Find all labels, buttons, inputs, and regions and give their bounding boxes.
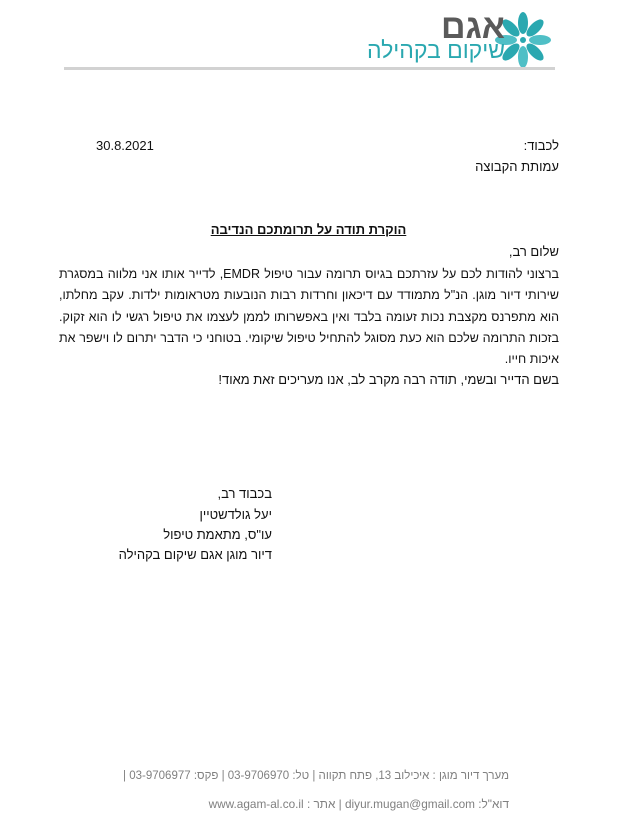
signer-organization: דיור מוגן אגם שיקום בקהילה [118, 547, 272, 562]
signer-title: עו"ס, מתאמת טיפול [163, 527, 272, 542]
brand-name: אגם [441, 8, 505, 46]
recipient-label: לכבוד: [523, 138, 559, 153]
letter-greeting: שלום רב, [508, 244, 559, 259]
footer-contact-line: מערך דיור מוגן : איכילוב 13, פתח תקווה | טל: 03-9706970 | פקס: 03-9706977 | [123, 770, 509, 782]
letter-closing-line: בשם הדייר ובשמי, תודה רבה מקרב לב, אנו מעריכים זאת מאוד! [218, 372, 559, 387]
letter-subject: הוקרת תודה על תרומתכם הנדיבה [210, 222, 407, 237]
signer-name: יעל גולדשטיין [199, 507, 272, 522]
letter-date: 30.8.2021 [96, 138, 154, 153]
letter-body: ברצוני להודות לכם על עזרתכם בגיוס תרומה עבור טיפול EMDR, לדייר אותו אני מלווה במסגרת שירותי דיור מוגן. הנ"ל מתמודד עם דיכאון וחרדות רבות הנובעות מטראומות ילדות. עקב מחלתו, הוא מתפרנס מקצבת נכות זעומה בלבד ואין באפשרותו לממן לעצמו את טיפול רגשי לו הוא זקוק. בזכות התרומה שלכם הוא כעת מסוגל להתחיל טיפול שיקומי. בטוחני כי הדבר יתרום לו וישפר את איכות חייו. [59, 267, 559, 367]
brand-subtitle: שיקום בקהילה [366, 37, 505, 63]
footer-email-website-line: דוא"ל: diyur.mugan@gmail.com | אתר : www.agam-al.co.il [208, 797, 509, 811]
header-divider [64, 67, 555, 70]
recipient-name: עמותת הקבוצה [475, 159, 559, 174]
signoff: בכבוד רב, [217, 486, 272, 501]
